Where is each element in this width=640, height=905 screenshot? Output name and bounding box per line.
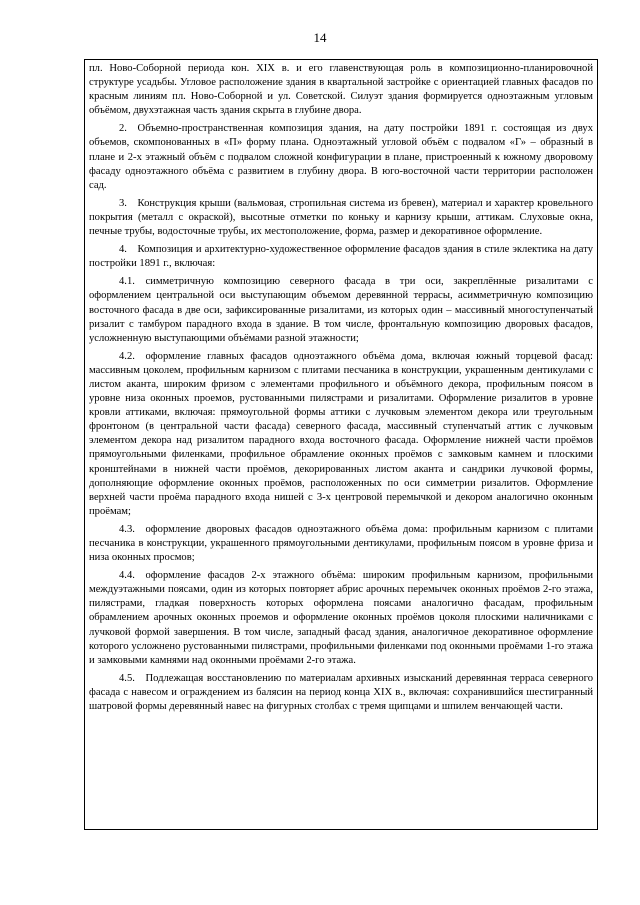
text-frame: [84, 59, 598, 830]
paragraph-item-4-4: 4.4. оформление фасадов 2-х этажного объёма: широким профильным карнизом, профильными междуэтажными поясами, один из которых повторяет абрис арочных перемычек оконных проёмов 2-го этажа, пилястрами, гладкая поверхность которых оформлена поясами аналогично фасадам, профильным обрамлением арочных оконных проемов и оформление оконных проёмов цоколя плоскими наличниками с лучковой формой завершения. В том числе, западный фасад здания, аналогичное декоративное оформление которого усложнено рустованными пилястрами, профильными филенками под оконными проёмами 1-го этажа и замковыми камнями над оконными проёмами 2-го этажа.: [89, 570, 593, 666]
paragraph-item-4-2: 4.2. оформление главных фасадов одноэтажного объёма дома, включая южный торцевой фасад: массивным цоколем, профильным карнизом с плитами песчаника в конструкции, украшенным дентикулами с листом аканта, широким фризом с элементами профильного и объёмного декора, профильным поясом в уровне низа оконных проемов, рустованными пилястрами и ризалитами. Оформление ризалитов в уровне кровли аттиками, включая: прямоугольной формы аттики с лучковым элементом декора или треугольным фронтоном (в центральной части фасада) северного фасада, массивный ступенчатый аттик с лучковым элементом декора над ризалитом парадного входа восточного фасада. Оформление нижней части проёмов прямоугольными филенками, профильное обрамление оконных проёмов с замковым камнем и плоскими кронштейнами в нижней части проёмов, декорированных листом аканта и сандрики лучковой формы, дополняющие оформление оконных проёмов, расположенных по оси симметрии ризалитов. Оформление верхней части проёма парадного входа нишей с 3-х центровой перемычкой и декором аналогично оконным проёмам;: [89, 350, 593, 517]
paragraph-item-2: 2. Объемно-пространственная композиция здания, на дату постройки 1891 г. состоящая из двух объемов, скомпонованных в «П» форму плана. Одноэтажный угловой объём с подвалом «Г» – образный в плане и 2-х этажный объём с подвалом сложной конфигурации в плане, пристроенный к южному дворовому фасаду одноэтажного объёма с развитием в глубину двора. В юго-восточной части территории расположен сад.: [89, 123, 593, 191]
paragraph-item-4-3: 4.3. оформление дворовых фасадов одноэтажного объёма дома: профильным карнизом с плитами песчаника в конструкции, украшенного прямоугольными дентикулами, профильным поясом в уровне фриза и низа оконных просмов;: [89, 523, 593, 564]
page-number: 14: [313, 30, 327, 45]
paragraph-item-3: 3. Конструкция крыши (вальмовая, стропильная система из бревен), материал и характер кровельного покрытия (металл с окраской), высотные отметки по коньку и карнизу крыши, аттикам. Слуховые окна, печные трубы, водосточные трубы, их местоположение, форма, размер и декоративное оформление.: [89, 197, 593, 238]
paragraph-item-4-5: 4.5. Подлежащая восстановлению по материалам архивных изысканий деревянная терраса северного фасада с навесом и ограждением из балясин на период конца XIX в., включая: сохранившийся шестигранный шатровой формы деревянный навес на фигурных столбах с тремя щипцами и шпилем венчающей части.: [89, 672, 593, 713]
paragraph-item-4-1: 4.1. симметричную композицию северного фасада в три оси, закреплённые ризалитами с оформлением центральной оси выступающим объемом деревянной террасы, асимметричную композицию восточного фасада в две оси, зафиксированные ризалитами, из которых один – массивный многоступенчатый ризалит с тамбуром парадного входа в здание. В том числе, фронтальную композицию дворовых фасадов, усложненную выступающими объёмами разной этажности;: [89, 276, 593, 344]
paragraph-item-4: 4. Композиция и архитектурно-художественное оформление фасадов здания в стиле эклектика на дату постройки 1891 г., включая:: [89, 244, 593, 270]
paragraph-intro: пл. Ново-Соборной периода кон. XIX в. и его главенствующая роль в композиционно-планировочной структуре усадьбы. Угловое расположение здания в квартальной застройке с ориентацией главных фасадов по красным линиям пл. Ново-Соборной и ул. Советской. Силуэт здания формируется одноэтажным угловым объёмом, двухэтажная часть здания скрыта в глубине двора.: [89, 63, 593, 117]
